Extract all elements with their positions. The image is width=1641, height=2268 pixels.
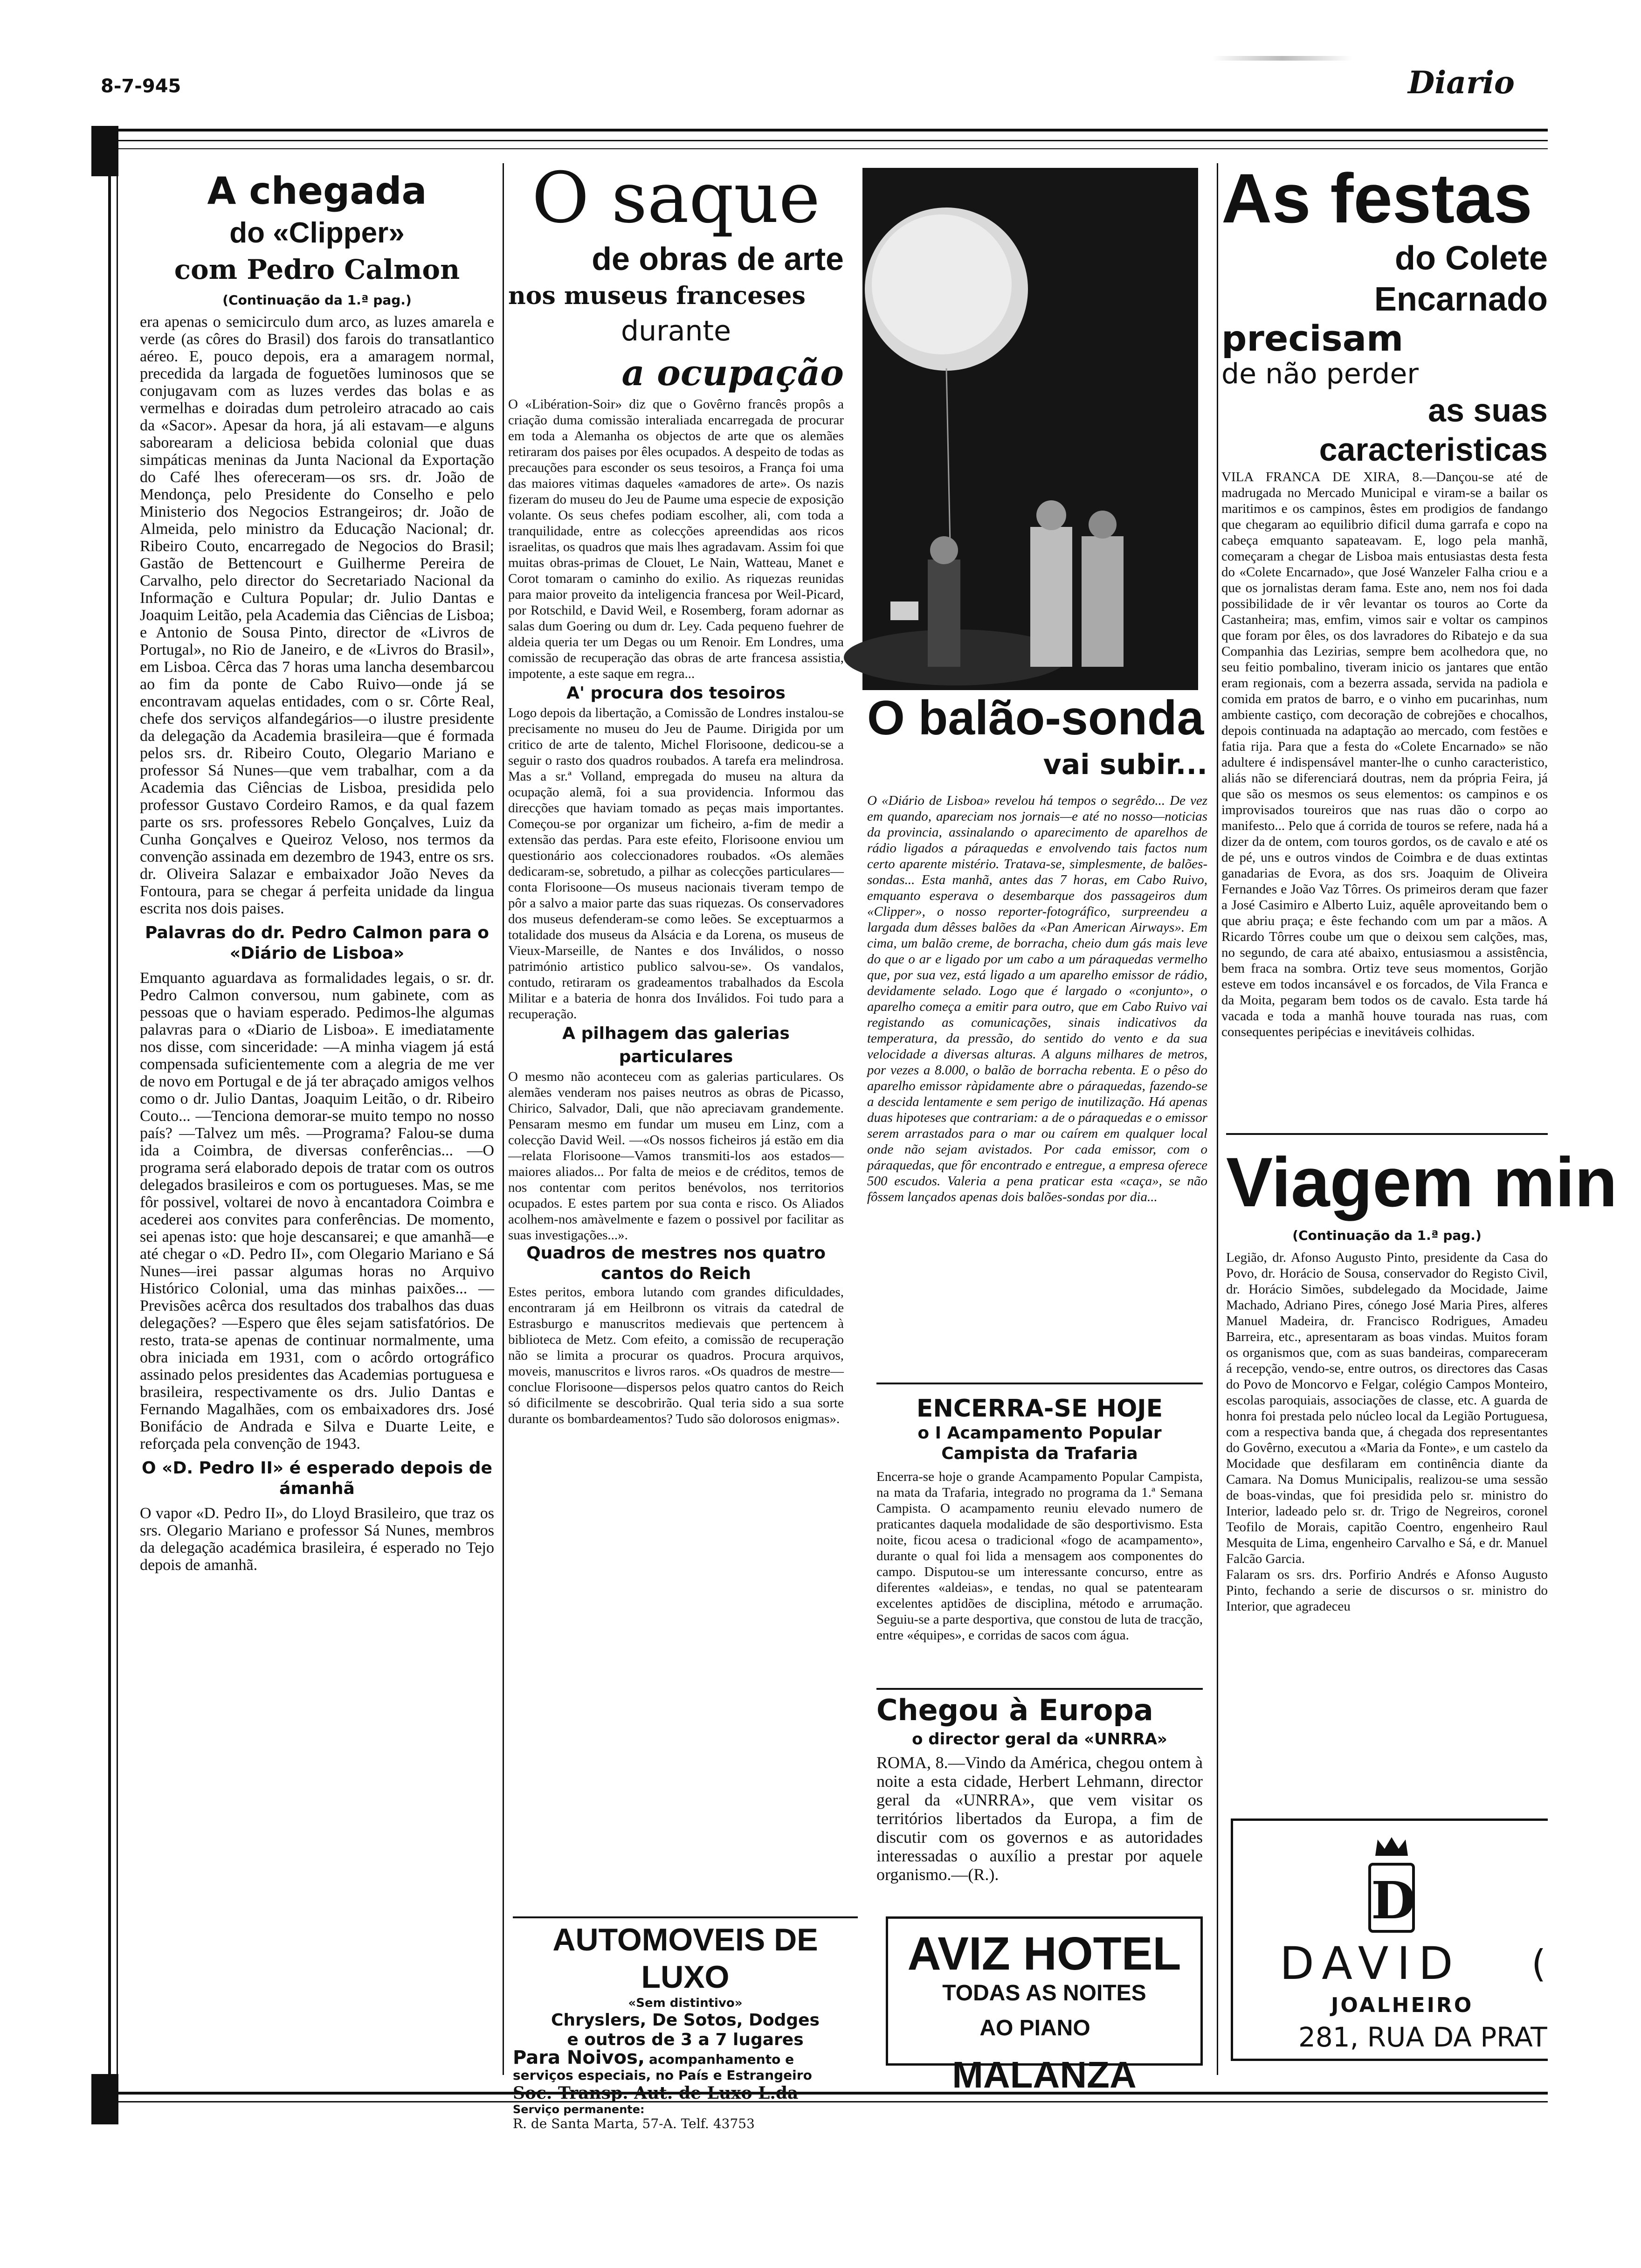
continuation-note: (Continuação da 1.ª pag.) (222, 292, 412, 308)
article-subheading: Palavras do dr. Pedro Calmon para o «Diário de Lisboa» (145, 923, 489, 963)
ad-noivos-label: Para Noivos, (513, 2047, 645, 2068)
ad-trail-char: ( (1531, 1942, 1546, 1985)
article-title-line2: do Colete Encarnado (1374, 240, 1548, 318)
article-body: era apenas o semicirculo dum arco, as luzes amarela e verde (as côres do Brasil) dos farois do transatlantico aéreo. E, pouco depois, era a amaragem normal, precedida da largada de foguetões luminosos que se conjugavam com as luzes verdes das bolas e as vermelhas e doiradas dum petroleiro atracado ao cais da «Sacor». Apesar da hora, já ali estavam—e alguns saborearam a deliciosa bebida colonial que duas simpáticas meninas da Junta Nacional da Exportação do Café lhes ofereceram—os srs. dr. João de Mendonça, pelo Presidente do Conselho e pelo Ministerio dos Negocios Estrangeiros; dr. João de Almeida, pelo ministro da Educação Nacional; dr. Ribeiro Couto, encarregado de Negocios do Brasil; Gastão de Bettencourt e Guilherme Pereira de Carvalho, pelo director do Secretariado Nacional da Informação e Cultura Popular; dr. Julio Dantas e Joaquim Leitão, pela Academia das Ciências de Lisboa; e Antonio de Sousa Pinto, director de «Livros de Portugal», no Rio de Janeiro, e de «Livros do Brasil», em Lisboa. Cêrca das 7 horas uma lancha desembarcou ao fim da ponte de Cabo Ruivo—onde já se encontravam aquelas entidades, com o sr. Côrte Real, chefe dos serviços alfandegários—o ilustre presidente da delegação da Academia brasileira—que é formada pelos srs. dr. Ribeiro Couto, Olegario Mariano e professor Sá Nunes—que vem trabalhar, com a da Academia das Ciências de Lisboa, presidida pelo professor Gustavo Cordeiro Ramos, e da qual fazem parte os srs. professores Rebelo Gonçalves, Luiz da Cunha Gonçalves e Queiroz Veloso, nos termos da convenção assinada em dezembro de 1943, entre os srs. dr. Oliveira Salazar e embaixador João Neves da Fontoura, para se chegar á perfeita unidade da lingua escrita nos dois paises. (140, 313, 494, 917)
advertisement-automoveis (513, 1916, 858, 2131)
article-title-line3: com Pedro Calmon (174, 254, 460, 285)
article-balao-sonda (867, 690, 1207, 1380)
monogram-badge: D (1368, 1863, 1415, 1933)
top-rule-thin (91, 140, 1548, 141)
article-title-line2: o director geral da «UNRRA» (912, 1730, 1167, 1749)
ad-line-noivos (513, 2047, 858, 2083)
article-body: ROMA, 8.—Vindo da América, chegou ontem à noite a esta cidade, Herbert Lehmann, director geral da «UNRRA», que vem visitar os territórios libertados da Europa, a fim de discutir com os governos e as autoridades interessadas o auxílio a prestar por aquele organismo.—(R.). (876, 1753, 1203, 1884)
article-saque-obras (508, 159, 844, 1912)
article-title-line3: Campista da Trafaria (941, 1444, 1138, 1463)
top-rule (91, 129, 1548, 131)
article-title-line2: o I Acampamento Popular (917, 1424, 1162, 1443)
crown-icon (1373, 1835, 1410, 1858)
corner-block-bottom (91, 2074, 118, 2124)
article-body: O vapor «D. Pedro II», do Lloyd Brasileiro, que traz os srs. Olegario Mariano e professor Sá Nunes, membros da delegação académica brasileira, é esperado no Tejo depois de amanhã. (140, 1505, 494, 1574)
ad-performer: MALANZA (952, 2054, 1137, 2095)
ad-name: DAVID (1280, 1937, 1462, 1990)
continuation-note: (Continuação da 1.ª pag.) (1292, 1228, 1482, 1243)
article-body: Falaram os srs. drs. Porfirio Andrés e Afonso Augusto Pinto, fechando a serie de discursos o sr. ministro do Interior, que agradeceu (1226, 1567, 1548, 1614)
article-unrra (876, 1693, 1203, 1907)
article-subheading: O «D. Pedro II» é esperado depois de ámanhã (142, 1459, 492, 1498)
article-body: Encerra-se hoje o grande Acampamento Popular Campista, na mata da Trafaria, integrado no programa da 1.ª Semana Campista. O acampamento reuniu elevado numero de praticantes daquela modalidade de são desportivismo. Esta noite, ficou acesa o tradicional «fogo de acampamento», durante o qual foi lida a mensagem aos componentes do campo. Disputou-se um interessante concurso, entre as diferentes «aldeias», e tendas, no qual se patentearam excelentes aptidões de disciplina, método e arrumação. Seguiu-se a parte desportiva, que constou de luta de tracção, entre «équipes», e corridas de sacos com água. (876, 1469, 1203, 1643)
section-rule (876, 1383, 1203, 1384)
article-title-line5: as suas caracteristicas (1319, 392, 1548, 468)
corner-block-top (91, 126, 118, 176)
advertisement-david-joalheiro (1231, 1819, 1548, 2061)
article-title-line5: a ocupação (621, 352, 844, 394)
article-title-line4: durante (621, 315, 731, 347)
section-rule (1226, 1133, 1548, 1135)
advertisement-aviz-hotel (886, 1916, 1203, 2095)
article-body: VILA FRANCA DE XIRA, 8.—Dançou-se até de madrugada no Mercado Municipal e viram-se a bailar os maritimos e os campinos, êstes em prodigios de fandango que chegaram ao equilibrio dificil duma garrafa e copo na cabeça emquanto sapateavam. E, logo pela manhã, começaram a chegar de Lisboa mais entusiastas desta festa do «Colete Encarnado», que José Wanzeler Falha criou e a que os jornalistas deram fama. Este ano, nem nos foi dada possibilidade de ir vêr levantar os touros ao Corte da Castanheira; mas, emfim, vimos sair e voltar os campinos que foram por êles, os dos lavradores do Ribatejo e da sua Companhia das Lezirias, sempre bem acolhedora que, no seu feitio pombalino, tiveram inicio os jantares que então eram regionais, com a bezerra assada, servida na padiola e comida em pratos de barro, e o vinho em pucarinhas, num ambiente castiço, com decoração de cobrejões e chocalhos, depois continuada na adaptação ao mercado, com festões e fatia rija. Para que a festa do «Colete Encarnado» se não adultere é indispensável manter-lhe o cunho caracteristico, aliás não se diferenciará doutras, nem da própria Feira, já que são os mesmos os seus elementos: os campinos e os improvisados toureiros que nas ruas dão o corpo ao manifesto... Pelo que á corrida de touros se refere, nada há a dizer da de ontem, com touros gordos, os de cavalo e até os de pé, uns e outros vindos de Coimbra e de duas extintas ganadarias de Evora, as dos srs. Joaquim de Oliveira Fernandes e João Vaz Tôrres. Os primeiros deram que fazer a José Casimiro e Alberto Luiz, aquêle aproveitando bem o que abriu praça; e êste fechando com um par a mãos. A Ricardo Tôrres coube um que o deixou sem calções, mas, no segundo, de cara até abaixo, entusiasmou a assistência, bem fraca na sombra. Ortiz teve seus momentos, Gorjão esteve em todos incansável e os forcados, de Vila Franca e da Moita, pegaram bem todos os de cavalo. Esta tarde há vacada e toda a manhã houve tourada nas ruas, com consequentes peripécias e inevitáveis colhidas. (1221, 470, 1548, 1039)
ad-address: 281, RUA DA PRAT (1298, 2021, 1547, 2053)
ad-noivos-text: acompanhamento e serviços especiais, no País e Estrangeiro (513, 2052, 812, 2083)
ad-address: R. de Santa Marta, 57-A. Telf. 43753 (513, 2116, 755, 2131)
article-title-line1: A chegada (207, 169, 427, 213)
section-rule (876, 1688, 1203, 1690)
ad-line: Chryslers, De Sotos, Dodges (551, 2011, 820, 2030)
article-subheading: Quadros de mestres nos quatro cantos do Reich (526, 1244, 826, 1283)
article-chegada-clipper (140, 168, 494, 2070)
article-title-line4: de não perder (1221, 358, 1419, 390)
article-body: O «Diário de Lisboa» revelou há tempos o segrêdo... De vez em quando, apareciam nos jornais—e até no nosso—noticias da provincia, assinalando o aparecimento de aparelhos de rádio ligados a páraquedas e envolvendo tais factos num certo aparente mistério. Tratava-se, simplesmente, de balões-sondas... Esta manhã, antes das 7 horas, em Cabo Ruivo, emquanto esperava o desembarque dos passageiros dum «Clipper», o nosso reporter-fotográfico, surpreendeu a largada dum dêsses balões da «Pan American Airways». Em cima, um balão creme, de borracha, cheio dum gás mais leve do que o ar e ligado por um cabo a um páraquedas vermelho que, por sua vez, está ligado a um aparelho emissor de rádio, devidamente selado. Logo que é largado o «conjunto», o aparelho começa a emitir para outro, que em Cabo Ruivo vai registando as comunicações, sinais indicativos da temperatura, da pressão, do sentido do vento e da sua velocidade a diversas alturas. A alguns milhares de metros, por vezes a 8.000, o balão de borracha rebenta. E o pêso do aparelho emissor ràpidamente abre o páraquedas, fazendo-se a descida lentamente e sem perigo de inutilização. Há apenas duas hipoteses que contrariam: a de o páraquedas e o emissor serem arrastados para o mar ou caírem em qualquer local onde não sejam avistados. Por cada emissor, com o páraquedas, que fôr encontrado e entregue, a empresa oferece 500 escudos. Valeria a pena praticar esta «caça», se não fôssem lançados apenas dois balões-sondas por dia... (867, 793, 1207, 1204)
article-body: O «Libération-Soir» diz que o Govêrno francês propôs a criação duma comissão interaliada encarregada de procurar em toda a Alemanha os objectos de arte que os alemães retiraram dos paises por êles ocupados. A despeito de todas as precauções para esconder os seus tesoiros, a França foi uma das maiores vitimas daqueles «amadores de arte». Os nazis fizeram do museu do Jeu de Paume uma especie de exposição volante. Os seus chefes podiam escolher, ali, com toda a tranquilidade, entre as colecções apreendidas aos ricos israelitas, os quadros que mais lhes agradavam. Assim foi que muitas obras-primas de Clouet, Le Nain, Watteau, Manet e Corot tomaram o caminho do exilio. As riquezas reunidas para maior proveito da inteligencia francesa por Weil-Picard, por Rotschild, e David Weil, e Rosemberg, foram adornar as salas dum Goering ou dum dr. Ley. Cada pequeno fuehrer de aldeia queria ter um Degas ou um Renoir. Em Londres, uma comissão de recuperação das obras de arte francesa assistia, impotente, a este saque em regra... (508, 397, 844, 681)
top-rule-thin (91, 148, 1548, 149)
article-title-line3: nos museus franceses (508, 282, 806, 310)
article-subheading: A pilhagem das galerias particulares (562, 1024, 790, 1066)
article-title-line1: As festas (1221, 159, 1533, 237)
ad-line: e outros de 3 a 7 lugares (567, 2030, 804, 2049)
article-title-line3: precisam (1221, 318, 1404, 359)
article-title-line2: do «Clipper» (229, 217, 405, 249)
balloon-photo (862, 168, 1198, 690)
article-subheading: A' procura dos tesoiros (566, 684, 786, 703)
page-date: 8-7-945 (101, 76, 181, 97)
article-body: Emquanto aguardava as formalidades legais, o sr. dr. Pedro Calmon conversou, num gabinete, com as pessoas que o haviam esperado. Pedimos-lhe algumas palavras para o «Diario de Lisboa». E imediatamente nos disse, com sinceridade: —A minha viagem já está compensada suficientemente com a alegria de me ver de novo em Portugal e de já ter abraçado amigos velhos como o dr. Julio Dantas, Joaquim Leitão, o dr. Ribeiro Couto... —Tenciona demorar-se muito tempo no nosso país? —Talvez um mês. —Programa? Falou-se duma ida a Coimbra, de diversas conferências... —O programa será elaborado depois de tratar com os outros delegados brasileiros e com os portugueses. Mas, se me fôr possivel, voltarei de novo à encantadora Coimbra e acederei aos convites para conferências. De momento, sei apenas isto: que hoje descansarei; e que amanhã—e até chegar o «D. Pedro II», com Olegario Mariano e Sá Nunes—irei passar algumas horas no Arquivo Histórico Colonial, uma das minhas paixões... —Previsões acêrca dos resultados dos trabalhos das duas delegações? —Espero que êles sejam satisfatórios. De resto, trata-se apenas de continuar normalmente, uma obra iniciada em 1931, com o acôrdo ortográfico assinado pelos presidentes das Academias portuguesa e brasileira, respectivamente os drs. Julio Dantas e Fernando Magalhães, com os embaixadores drs. José Bonifácio de Andrada e Silva e Duarte Leite, e reforçada pela convenção de 1943. (140, 969, 494, 1452)
column-divider (1217, 163, 1218, 2075)
ad-company: Soc. Transp. Aut. de Luxo L.da (513, 2083, 799, 2103)
article-acampamento (876, 1394, 1203, 1683)
ad-headline: AUTOMOVEIS DE LUXO (552, 1922, 818, 1995)
article-title-line1: ENCERRA-SE HOJE (916, 1395, 1163, 1423)
article-body: Legião, dr. Afonso Augusto Pinto, presidente da Casa do Povo, dr. Horácio de Sousa, conservador do Registo Civil, dr. Horácio Simões, subdelegado da Mocidade, Jaime Machado, Adriano Pires, cónego José Maria Pires, alferes Manuel Madeira, dr. Francisco Rodrigues, Amadeu Barreira, etc., apresentaram as boas vindas. Muitos foram os organismos que, com as suas bandeiras, compareceram á recepção, vendo-se, entre outros, os directores das Casas do Povo de Moncorvo e Felgar, colégio Campos Monteiro, escolas paroquiais, associações de classe, etc. A guarda de honra foi prestada pelo núcleo local da Legião Portuguesa, com a respectiva banda que, á chegada dos representantes do Govêrno, executou a «Maria da Fonte», e um castelo da Mocidade que desfilaram em continência diante da Camara. Na Domus Municipalis, realizou-se uma sessão de boas-vindas, que foi presidida pelo sr. ministro do Interior, ladeado pelo sr. dr. Trigo de Negreiros, coronel Teofilo de Morais, capitão Coentro, engenheiro Raul Mesquita de Lima, engenheiro Carvalho e Sá, e dr. Manuel Falcão Garcia. (1226, 1250, 1548, 1566)
article-body: Logo depois da libertação, a Comissão de Londres instalou-se precisamente no museu do Jeu de Paume. Dirigida por um critico de arte de talento, Michel Florisoone, dedicou-se a seguir o rasto dos quadros roubados. A tarefa era melindrosa. Mas a sr.ª Volland, empregada do museu na altura da ocupação alemã, foi a sua providencia. Informou das direcções que haviam tomado as peças mais importantes. Começou-se por organizar um ficheiro, a-fim de medir a extensão das perdas. Para este efeito, Florisoone enviou um questionário aos coleccionadores roubados. «Os alemães dedicaram-se, sobretudo, a pilhar as colecções particulares—conta Florisoone—Os museus nacionais tiveram tempo de pôr a salvo a maior parte das suas riquezas. Os conservadores dos museus defenderam-se como leões. Se exceptuarmos a totalidade dos museus da Alsácia e da Lorena, os museus de Vieux-Marseille, de Nantes e dos Inválidos, o nosso património artistico publico salvou-se». Os vandalos, contudo, retiraram os gradeamentos trabalhados da Escola Militar e a bateria de honra dos Inválidos. Foi tudo para a recuperação. (508, 705, 844, 1022)
article-body: Estes peritos, embora lutando com grandes dificuldades, encontraram já em Heilbronn os vitrais da catedral de Estrasburgo e manuscritos medievais que pertencem à biblioteca de Metz. Com efeito, a comissão de recuperação não se limita a procurar os quadros. Procura arquivos, moveis, manuscritos e livros raros. «Os quadros de mestre—conclue Florisoone—dispersos pelos quatro cantos do Reich só dificilmente se descobrirão. Qual teria sido a sua sorte durante os bombardeamentos? Tudo são dolorosos enigmas». (508, 1285, 844, 1426)
balloon-photo-image (862, 168, 1198, 690)
ad-piano-label: AO PIANO (979, 2016, 1090, 2040)
article-title-line1: O balão-sonda (867, 691, 1204, 745)
article-title-line1: O saque (531, 158, 820, 239)
ad-line: TODAS AS NOITES (942, 1981, 1146, 2005)
article-title-line1: Chegou à Europa (876, 1693, 1153, 1727)
column-divider (503, 163, 504, 2075)
left-rule-thin (117, 173, 118, 2075)
masthead-title: Diario (1408, 64, 1515, 101)
ad-line: «Sem distintivo» (628, 1996, 743, 2010)
article-viagem-ministerial (1226, 1142, 1618, 1809)
ad-headline: AVIZ HOTEL (907, 1928, 1181, 1980)
smudge-mark (1212, 56, 1352, 61)
ad-line: Serviço permanente: (513, 2103, 645, 2116)
article-title-line2: de obras de arte (592, 241, 844, 277)
article-body: O mesmo não aconteceu com as galerias particulares. Os alemães venderam nos paises neutros as obras de Picasso, Chirico, Salvador, Dali, que não apreciavam grandemente. Pensaram mesmo em fundar um museu em Linz, com a colecção David Weil. —«Os nossos ficheiros já estão em dia—relata Florisoone—Vamos transmiti-los aos estados—maiores aliados... Por falta de meios e de créditos, temos de nos contentar com peritos benévolos, nos territorios ocupados. E estes partem por sua conta e risco. Os Aliados acolhem-nos amàvelmente e fazem o possivel por facilitar as suas investigações...». (508, 1069, 844, 1243)
ad-line: JOALHEIRO (1331, 1993, 1474, 2017)
ad-line-piano (888, 2007, 1200, 2106)
left-rule (108, 173, 111, 2075)
article-title: Viagem min (1226, 1143, 1618, 1221)
article-festas-colete (1221, 159, 1548, 1110)
article-title-line2: vai subir... (1043, 748, 1207, 781)
